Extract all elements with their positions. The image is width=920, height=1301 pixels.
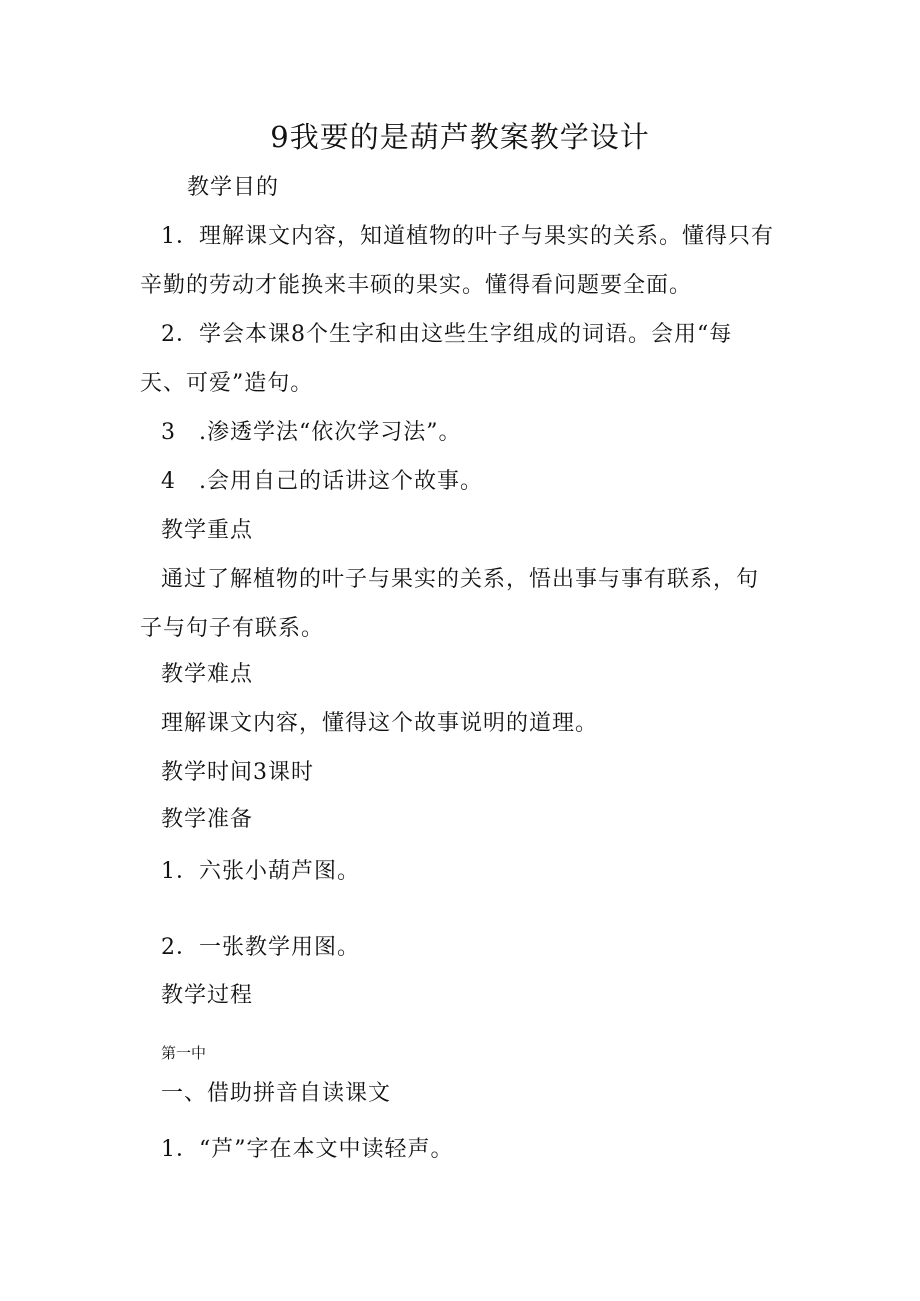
goal-1-line-2: 辛勤的劳动才能换来丰硕的果实。懂得看问题要全面。 [140,273,693,298]
difficulties-text: 理解课文内容，懂得这个故事说明的道理。 [161,711,599,736]
heading-key-points: 教学重点 [161,518,254,543]
goal-2-line-1: 2．学会本课8个生字和由这些生字组成的词语。会用“每 [161,322,733,347]
goal-2-line-2: 天、可爱”造句。 [140,371,314,396]
lesson-label: 第一中 [161,1044,207,1062]
step-1-heading: 一、借助拼音自读课文 [161,1081,392,1106]
goal-4: 4 .会用自己的话讲这个故事。 [161,469,483,494]
key-points-line-1: 通过了解植物的叶子与果实的关系，悟出事与事有联系，句 [161,567,760,592]
heading-difficulties: 教学难点 [161,662,254,687]
heading-process: 教学过程 [161,983,254,1008]
heading-teaching-goals: 教学目的 [187,175,280,200]
teaching-time: 教学时间3课时 [161,760,314,785]
heading-preparation: 教学准备 [161,807,254,832]
preparation-2: 2．一张教学用图。 [161,935,360,960]
goal-1-line-1: 1．理解课文内容，知道植物的叶子与果实的关系。懂得只有 [161,224,774,249]
step-1-item-1: 1．“芦”字在本文中读轻声。 [161,1137,454,1162]
document-title: 9我要的是葫芦教案教学设计 [270,120,650,154]
preparation-1: 1．六张小葫芦图。 [161,859,360,884]
goal-3: 3 .渗透学法“依次学习法”。 [161,420,462,445]
key-points-line-2: 子与句子有联系。 [140,616,325,641]
